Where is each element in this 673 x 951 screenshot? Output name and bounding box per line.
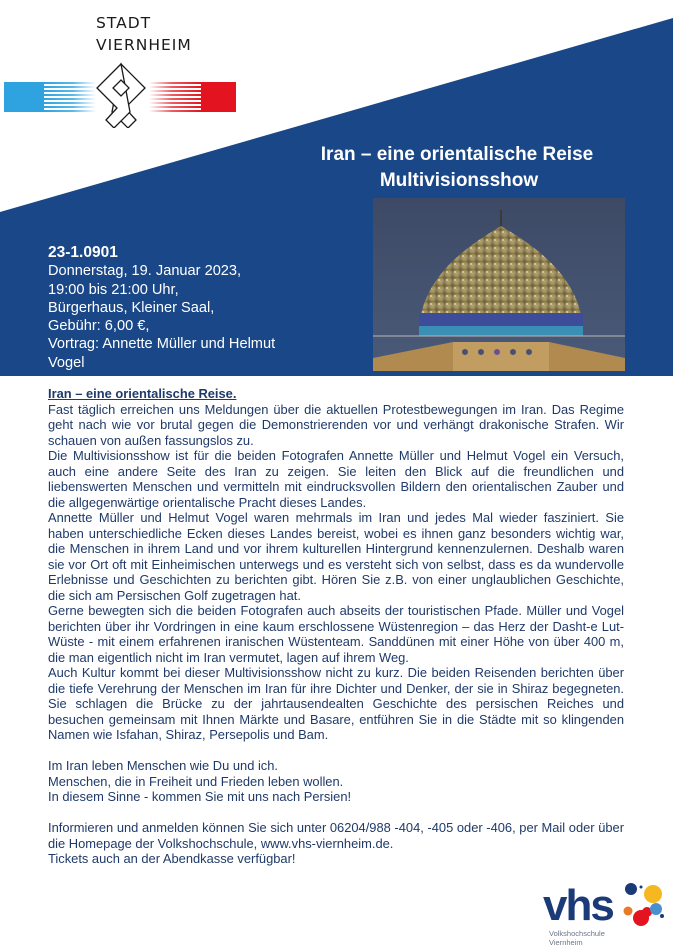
description-paragraph: Auch Kultur kommt bei dieser Multivisionsshow nicht zu kurz. Die beiden Reisenden berichten über die tiefe Verehrung der Menschen im Iran für ihre Dichter und Denker, der sie in Shiraz begegneten. Sie schlagen die Brücke zu der jahrtausendealten Geschichte des persischen Reiches und besuchen gemeinsam mit Ihnen Märkte und Basare, entführen Sie in die Städte mit so klingenden Namen wie Isfahan, Shiraz, Persepolis und Bam. [48,665,624,742]
event-time: 19:00 bis 21:00 Uhr, [48,281,179,298]
logo-line-stadt: STADT [96,14,152,32]
event-title: Iran – eine orientalische Reise [320,144,594,165]
tickets-note: Tickets auch an der Abendkasse verfügbar! [48,851,296,866]
spacer [48,805,624,821]
mosque-dome-photo-icon [373,198,625,371]
vhs-subline-2: Viernheim [549,938,583,947]
event-date: Donnerstag, 19. Januar 2023, [48,263,242,280]
description-paragraph: Fast täglich erreichen uns Meldungen über die aktuellen Protestbewegungen im Iran. Das Regime geht nach wie vor brutal gegen die Demonstrierenden vor und verhängt drakonische Strafen. Wir schauen von außen fassungslos zu. [48,401,624,448]
vhs-wordmark: vhs [543,881,613,930]
event-info [48,244,275,372]
stadt-viernheim-logo-text [96,12,192,56]
spacer [48,743,624,759]
vhs-dot-orange [624,907,633,916]
event-location: Bürgerhaus, Kleiner Saal, [48,299,215,316]
description-heading: Iran – eine orientalische Reise. [48,386,237,401]
red-stripes [149,82,236,112]
description-paragraph: Die Multivisionsshow ist für die beiden Fotografen Annette Müller und Helmut Vogel ein Versuch, auch eine andere Seite des Iran zu zeigen. Sie leiten den Blick auf die freundlichen und liebenswerten Menschen und vermitteln mit eindrucksvollen Bildern den orientalischen Zauber und die allgegenwärtige orientalische Pracht dieses Landes. [48,448,624,510]
event-speaker-line2: Vogel [48,354,85,371]
closing-line: In diesem Sinne - kommen Sie mit uns nach Persien! [48,789,352,804]
description-paragraph: Annette Müller und Helmut Vogel waren mehrmals im Iran und jedes Mal wieder fasziniert. Sie haben unterschiedliche Ecken dieses Landes bereist, wobei es ihnen ganz besonders wichtig war, die Menschen in ihrem Land und vor ihrem kulturellen Hintergrund kennenzulernen. Deshalb waren sie vor Ort oft mit Einheimischen unterwegs und es versteht sich von selbst, dass es da wundervolle Erlebnisse und Geschichten zu berichten gibt. Hören Sie z.B. von einer unglaublichen Geschichte, die sich am Persischen Golf zugetragen hat. [48,510,624,603]
vhs-dot-yellow [644,885,662,903]
logo-line-viernheim: VIERNHEIM [96,36,192,54]
vhs-dot-navy [625,883,637,895]
course-code: 23-1.0901 [48,244,118,261]
blue-stripes [4,82,96,112]
ribbon-emblem [97,64,145,128]
vhs-subline-1: Volkshochschule [549,929,605,938]
event-title-block [272,142,642,194]
description-paragraph: Gerne bewegten sich die beiden Fotografen auch abseits der touristischen Pfade. Müller und Vogel berichten über ihr Vordringen in eine kaum erschlossene Wüstenregion – das Herz der Dasht-e Lut- Wüste - mit einem erfahrenen iranischen Wüstenteam. Sanddünen mit einer Höhe von über 400 m, die man eigentlich nicht im Iran vermutet, lagen auf ihrem Weg. [48,603,624,665]
event-speaker-line1: Vortrag: Annette Müller und Helmut [48,336,276,353]
stadt-viernheim-emblem-icon [4,62,240,128]
event-subtitle: Multivisionsshow [379,170,539,191]
vhs-logo-icon [543,878,668,948]
contact-info: Informieren und anmelden können Sie sich unter 06204/988 -404, -405 oder -406, per Mail oder über die Homepage der Volkshochschule, www.vhs-viernheim.de. [48,820,624,851]
description [48,386,624,867]
event-fee: Gebühr: 6,00 €, [48,318,150,335]
closing-line: Im Iran leben Menschen wie Du und ich. [48,758,279,773]
vhs-dot-lightblue [650,903,662,915]
closing-line: Menschen, die in Freiheit und Frieden leben wollen. [48,773,344,789]
